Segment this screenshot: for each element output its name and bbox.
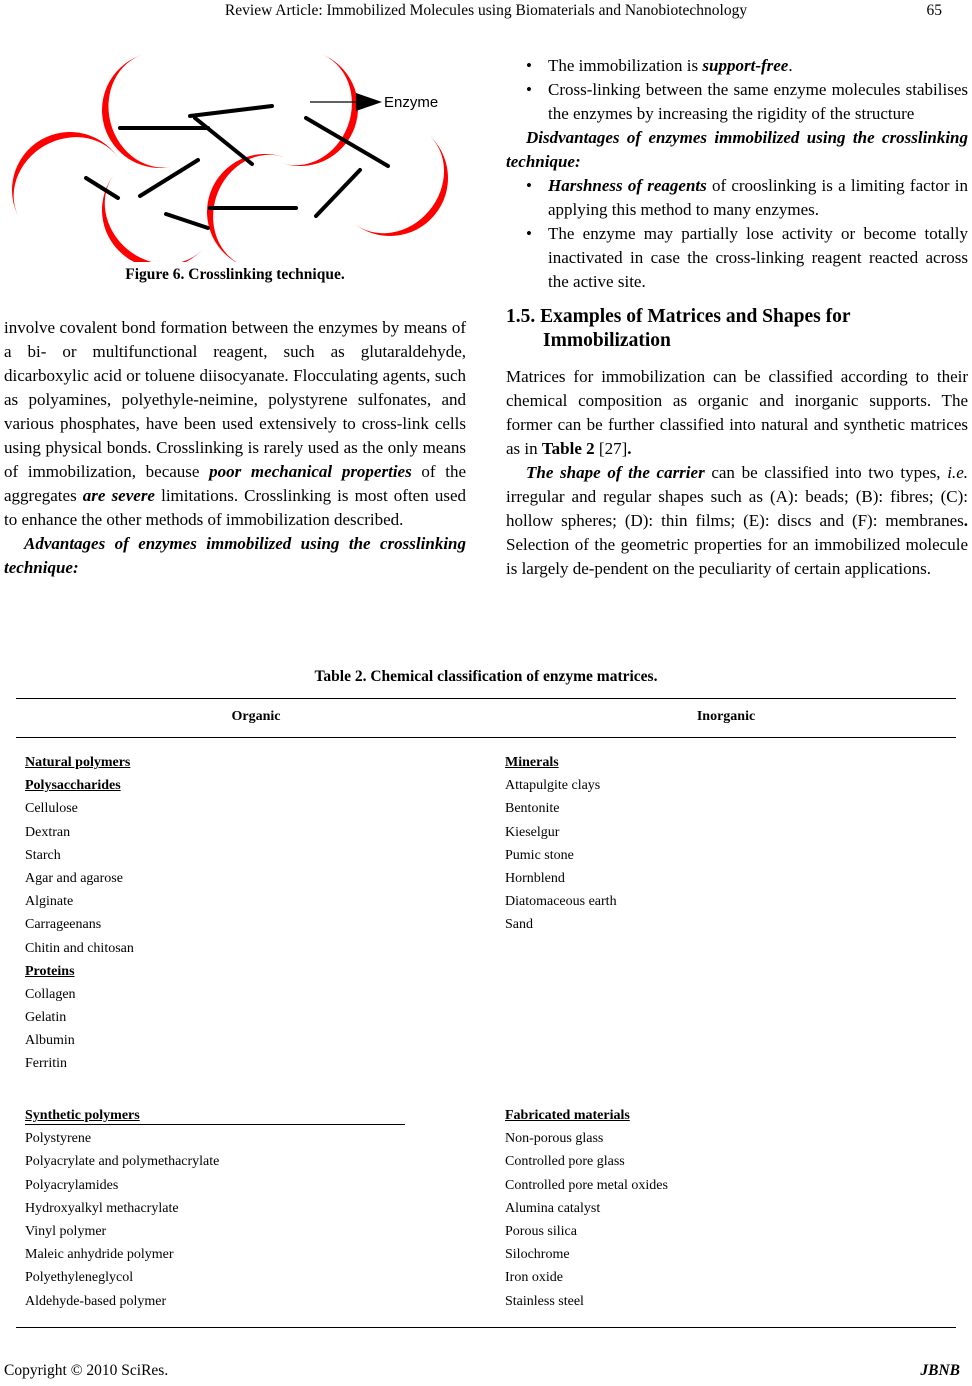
crosslink-bonds [86, 106, 388, 228]
list-item: Alumina catalyst [505, 1200, 601, 1216]
copyright-text: Copyright © 2010 SciRes. [4, 1362, 169, 1379]
enzyme-shape [353, 134, 470, 260]
list-item: Ferritin [25, 1056, 67, 1072]
list-item: Porous silica [505, 1223, 577, 1239]
list-item: Polyethyleneglycol [25, 1270, 134, 1286]
list-item: Carrageenans [25, 917, 102, 933]
list-item: Polyacrylate and polymethacrylate [25, 1154, 220, 1170]
left-column [4, 316, 466, 580]
section-heading: 1.5. Examples of Matrices and Shapes for Immobilization [506, 306, 851, 351]
list-item: Aldehyde-based polymer [25, 1293, 167, 1309]
table-top-rule [16, 698, 956, 699]
list-item: Silochrome [505, 1247, 570, 1263]
proteins-heading: Proteins [25, 963, 75, 979]
shape-paragraph: The shape of the carrier can be classified into two types, i.e. irregular and regular shapes such as (A): beads; (B): fibres; (C): hollow spheres; (D): thin films; (E): discs and (F): membranes. Selection of the geometric properties for an immobilized molecule is largely de-pendent on the peculiarity of certain applications. [506, 463, 968, 578]
list-item: Iron oxide [505, 1270, 563, 1286]
advantages-list [506, 54, 968, 126]
page-number: 65 [926, 2, 942, 19]
list-item: Maleic anhydride polymer [25, 1247, 174, 1263]
list-item: Pumic stone [505, 847, 574, 863]
list-item: • The enzyme may partially lose activity or become totally inactivated in case the cross-linking reagent reacted across the active site. [506, 222, 968, 294]
advantages-heading: Advantages of enzymes immobilized using the crosslinking technique: [4, 534, 466, 577]
arrow-head-icon [356, 93, 382, 111]
list-item: Non-porous glass [505, 1131, 604, 1147]
list-item: Diatomaceous earth [505, 894, 617, 910]
list-item: • Cross-linking between the same enzyme molecules stabilises the enzymes by increasing the rigidity of the structure [506, 78, 968, 126]
list-item: Albumin [25, 1033, 75, 1049]
synthetic-polymers-heading: Synthetic polymers [25, 1108, 405, 1125]
matrices-paragraph: Matrices for immobilization can be classified according to their chemical composition as organic and inorganic supports. The former can be further classified into natural and synthetic matrices as in Table 2 [27]. [506, 367, 968, 458]
list-item: Polystyrene [25, 1131, 92, 1147]
running-title: Review Article: Immobilized Molecules using Biomaterials and Nanobiotechnology [224, 2, 748, 19]
table-header-organic: Organic [231, 709, 281, 724]
enzyme-shape [191, 138, 285, 262]
list-item: • Harshness of reagents of crooslinking is a limiting factor in applying this method to many enzymes. [506, 174, 968, 222]
natural-polymers-heading: Natural polymers [25, 755, 131, 770]
minerals-heading: Minerals [505, 755, 559, 770]
list-item: Polyacrylamides [25, 1177, 119, 1193]
enzyme-shape [89, 54, 175, 181]
journal-name: JBNB [920, 1362, 960, 1379]
list-item: Alginate [25, 894, 74, 910]
table-header-inorganic: Inorganic [696, 709, 756, 724]
inorganic-minerals-column [505, 751, 945, 937]
list-item: Starch [25, 847, 61, 863]
list-item: • The immobilization is support-free. [506, 54, 968, 78]
polysaccharides-heading: Polysaccharides [25, 778, 121, 794]
crosslinking-figure [10, 50, 470, 262]
list-item: Cellulose [25, 801, 78, 817]
inorganic-fabricated-column [505, 1104, 945, 1313]
right-column [506, 54, 968, 581]
list-item: Hydroxyalkyl methacrylate [25, 1200, 179, 1216]
disadvantages-heading: Disdvantages of enzymes immobilized using the crosslinking technique: [506, 128, 968, 171]
figure-caption: Figure 6. Crosslinking technique. [125, 266, 345, 283]
organic-natural-column [25, 751, 465, 1076]
enzyme-molecules [10, 53, 470, 262]
list-item: Stainless steel [505, 1293, 584, 1309]
list-item: Vinyl polymer [25, 1223, 107, 1239]
list-item: Gelatin [25, 1010, 67, 1026]
crosslinking-paragraph: involve covalent bond formation between the enzymes by means of a bi- or multifunctional reagent, such as glutaraldehyde, dicarboxylic acid or toluene diisocyanate. Flocculating agents, such as polyamines, polyethyle-neimine, polystyrene sulfonates, and various phosphates, have been used extensively to cross-link cells using physical bonds. Crosslinking is rarely used as the only means of immobilization, because poor mechanical properties of the aggregates are severe limitations. Crosslinking is most often used to enhance the other methods of immobilization described. [4, 318, 466, 529]
enzyme-label: Enzyme [384, 94, 439, 111]
list-item: Chitin and chitosan [25, 940, 134, 956]
list-item: Hornblend [505, 870, 565, 886]
list-item: Sand [505, 917, 533, 933]
running-header [0, 0, 972, 22]
list-item: Attapulgite clays [505, 778, 601, 794]
table-bottom-rule [16, 1327, 956, 1328]
table-caption: Table 2. Chemical classification of enzyme matrices. [314, 668, 658, 685]
list-item: Controlled pore glass [505, 1154, 625, 1170]
list-item: Collagen [25, 986, 76, 1002]
fabricated-materials-heading: Fabricated materials [505, 1108, 630, 1123]
organic-synthetic-column [25, 1104, 465, 1313]
disadvantages-list [506, 174, 968, 294]
list-item: Agar and agarose [25, 870, 123, 886]
list-item: Dextran [25, 824, 71, 840]
enzyme-shape [280, 53, 374, 182]
table-header-rule [16, 737, 956, 738]
list-item: Controlled pore metal oxides [505, 1177, 668, 1193]
list-item: Kieselgur [505, 824, 560, 840]
list-item: Bentonite [505, 801, 560, 817]
